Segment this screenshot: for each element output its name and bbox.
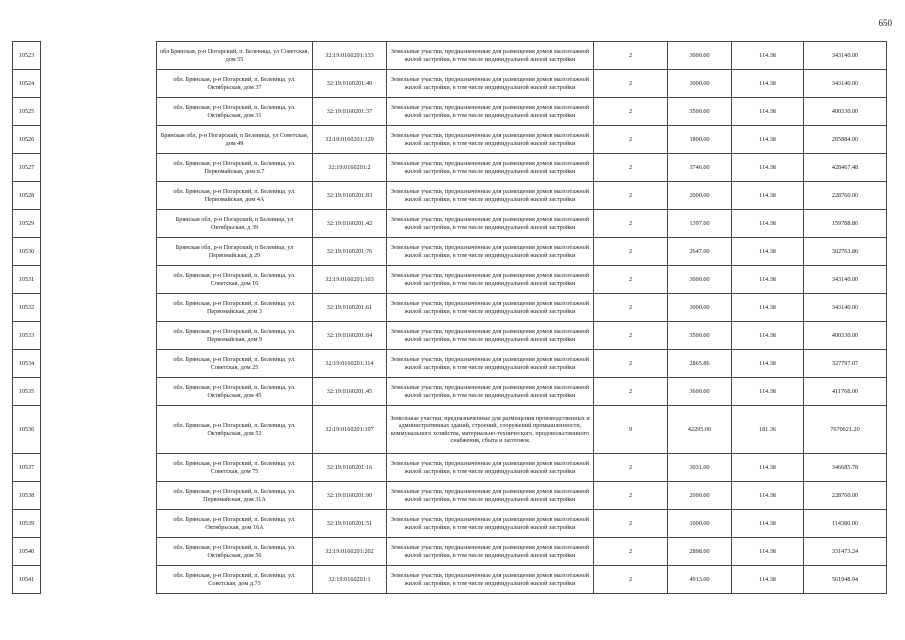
table-row [13,126,887,154]
land-use-cell: Земельные участки, предназначенные для размещения домов малоэтажной жилой застройки, в том числе индивидуальной жилой застройки [387,42,594,70]
land-use-cell: Земельные участки, предназначенные для размещения домов малоэтажной жилой застройки, в том числе индивидуальной жилой застройки [387,266,594,294]
cadastral-value-cell: 343140.00 [804,266,887,294]
table-body [13,42,887,594]
area-cell: 3500.00 [668,98,732,126]
area-cell: 2000.00 [668,182,732,210]
area-cell: 3500.00 [668,322,732,350]
table-row [13,294,887,322]
rate-cell: 114.38 [732,182,804,210]
table-row [13,42,887,70]
area-cell: 1800.00 [668,126,732,154]
table-row [13,154,887,182]
row-id: 10534 [13,350,41,378]
rate-cell: 114.38 [732,42,804,70]
rate-cell: 181.36 [732,406,804,454]
cadastral-value-cell: 302763.86 [804,238,887,266]
spacer-cell [41,210,157,238]
table-row [13,238,887,266]
spacer-cell [41,482,157,510]
land-use-cell: Земельные участки, предназначенные для размещения домов малоэтажной жилой застройки, в том числе индивидуальной жилой застройки [387,322,594,350]
group-cell: 2 [594,350,668,378]
land-use-cell: Земельные участки, предназначенные для размещения домов малоэтажной жилой застройки, в том числе индивидуальной жилой застройки [387,238,594,266]
spacer-cell [41,182,157,210]
cadastral-value-cell: 343140.00 [804,70,887,98]
address-cell: обл. Брянская, р-н Погарский, п. Белевица, ул. Первомайская, дом 3 [157,294,313,322]
rate-cell: 114.38 [732,538,804,566]
address-cell: обл. Брянская, р-н Погарский, п. Белевица, ул. Первомайская, дом 31А [157,482,313,510]
group-cell: 2 [594,126,668,154]
spacer-cell [41,238,157,266]
page-number: 650 [878,18,892,28]
spacer-cell [41,538,157,566]
rate-cell: 114.38 [732,454,804,482]
land-use-cell: Земельные участки, предназначенные для размещения домов малоэтажной жилой застройки, в том числе индивидуальной жилой застройки [387,510,594,538]
cadastral-number-cell: 32:19:0160201:103 [313,266,387,294]
cadastral-value-cell: 400330.00 [804,98,887,126]
land-use-cell: Земельные участки, предназначенные для размещения домов малоэтажной жилой застройки, в том числе индивидуальной жилой застройки [387,538,594,566]
cadastral-value-cell: 159788.86 [804,210,887,238]
address-cell: обл. Брянская, р-н Погарский, п. Белевица, ул. Советская, дом д.73 [157,566,313,594]
spacer-cell [41,566,157,594]
land-use-cell: Земельные участки, предназначенные для размещения производственных и административных зданий, строений, сооружений промышленности, коммунального хозяйства, материально-технического, продовольственного снабжения, сбыта и заготовок [387,406,594,454]
row-id: 10523 [13,42,41,70]
land-use-cell: Земельные участки, предназначенные для размещения домов малоэтажной жилой застройки, в том числе индивидуальной жилой застройки [387,294,594,322]
group-cell: 2 [594,538,668,566]
spacer-cell [41,98,157,126]
spacer-cell [41,266,157,294]
table-row [13,454,887,482]
rate-cell: 114.38 [732,482,804,510]
cadastral-value-cell: 400330.00 [804,322,887,350]
group-cell: 2 [594,210,668,238]
area-cell: 3000.00 [668,294,732,322]
cadastral-value-cell: 228760.00 [804,182,887,210]
area-cell: 4913.00 [668,566,732,594]
cadastral-number-cell: 32:19:0160201:202 [313,538,387,566]
area-cell: 3000.00 [668,266,732,294]
cadastral-number-cell: 32:19:0160201:16 [313,454,387,482]
address-cell: обл. Брянская, р-н Погарский, п. Белевица, ул. Первомайская, дом 4А [157,182,313,210]
cadastral-value-cell: 331473.24 [804,538,887,566]
group-cell: 2 [594,182,668,210]
spacer-cell [41,406,157,454]
cadastral-value-cell: 343140.00 [804,294,887,322]
land-use-cell: Земельные участки, предназначенные для размещения домов малоэтажной жилой застройки, в том числе индивидуальной жилой застройки [387,98,594,126]
spacer-cell [41,126,157,154]
cadastral-value-cell: 346685.78 [804,454,887,482]
rate-cell: 114.38 [732,154,804,182]
cadastral-number-cell: 32:19:0160201:197 [313,406,387,454]
table-row [13,98,887,126]
row-id: 10540 [13,538,41,566]
cadastral-value-cell: 343140.00 [804,42,887,70]
row-id: 10537 [13,454,41,482]
group-cell: 2 [594,238,668,266]
cadastral-number-cell: 32:19:0160201:61 [313,294,387,322]
spacer-cell [41,42,157,70]
cadastral-number-cell: 32:19:0160201:83 [313,182,387,210]
group-cell: 2 [594,154,668,182]
address-cell: обл. Брянская, р-н Погарский, п. Белевица, ул. Советская, дом 10 [157,266,313,294]
cadastral-number-cell: 32:19:0160201:45 [313,378,387,406]
group-cell: 2 [594,98,668,126]
row-id: 10529 [13,210,41,238]
row-id: 10541 [13,566,41,594]
cadastral-number-cell: 32:19:0160201:51 [313,510,387,538]
row-id: 10531 [13,266,41,294]
rate-cell: 114.38 [732,126,804,154]
rate-cell: 114.38 [732,266,804,294]
spacer-cell [41,294,157,322]
row-id: 10527 [13,154,41,182]
spacer-cell [41,70,157,98]
cadastral-number-cell: 32:19:0160201:90 [313,482,387,510]
group-cell: 2 [594,70,668,98]
cadastral-number-cell: 32:19:0160201:2 [313,154,387,182]
address-cell: обл Брянская, р-н Погарский, п. Белевица, ул Советская, дом 55 [157,42,313,70]
area-cell: 3746.00 [668,154,732,182]
cadastral-number-cell: 32:19:0160201:133 [313,42,387,70]
cadastral-value-cell: 428467.48 [804,154,887,182]
cadastral-number-cell: 32:19:0160201:84 [313,322,387,350]
group-cell: 2 [594,510,668,538]
cadastral-value-cell: 205884.00 [804,126,887,154]
area-cell: 2647.00 [668,238,732,266]
address-cell: обл. Брянская, р-н Погарский, п. Белевица, ул. Октябрьская, дом 16А [157,510,313,538]
land-use-cell: Земельные участки, предназначенные для размещения домов малоэтажной жилой застройки, в том числе индивидуальной жилой застройки [387,126,594,154]
table-row [13,378,887,406]
group-cell: 2 [594,266,668,294]
group-cell: 9 [594,406,668,454]
table-row [13,482,887,510]
rate-cell: 114.38 [732,238,804,266]
land-use-cell: Земельные участки, предназначенные для размещения домов малоэтажной жилой застройки, в том числе индивидуальной жилой застройки [387,482,594,510]
address-cell: Брянская обл, р-н Погарский, п Белевица, ул Октябрьская, д 39 [157,210,313,238]
spacer-cell [41,350,157,378]
area-cell: 1000.00 [668,510,732,538]
cadastral-number-cell: 32:19:0160201:42 [313,210,387,238]
address-cell: обл. Брянская, р-н Погарский, п. Белевица, ул. Октябрьская, дом 37 [157,70,313,98]
cadastral-value-table [12,41,887,594]
area-cell: 1397.00 [668,210,732,238]
address-cell: Брянская обл, р-н Погарский, п Белевица, ул Советская, дом 49 [157,126,313,154]
land-use-cell: Земельные участки, предназначенные для размещения домов малоэтажной жилой застройки, в том числе индивидуальной жилой застройки [387,350,594,378]
rate-cell: 114.38 [732,294,804,322]
land-use-cell: Земельные участки, предназначенные для размещения домов малоэтажной жилой застройки, в том числе индивидуальной жилой застройки [387,566,594,594]
land-use-cell: Земельные участки, предназначенные для размещения домов малоэтажной жилой застройки, в том числе индивидуальной жилой застройки [387,182,594,210]
group-cell: 2 [594,42,668,70]
land-use-cell: Земельные участки, предназначенные для размещения домов малоэтажной жилой застройки, в том числе индивидуальной жилой застройки [387,70,594,98]
spacer-cell [41,154,157,182]
spacer-cell [41,322,157,350]
area-cell: 2865.86 [668,350,732,378]
group-cell: 2 [594,378,668,406]
area-cell: 3600.00 [668,378,732,406]
area-cell: 3031.00 [668,454,732,482]
group-cell: 2 [594,294,668,322]
area-cell: 2000.00 [668,482,732,510]
cadastral-number-cell: 32:19:0160201:37 [313,98,387,126]
address-cell: обл. Брянская, р-н Погарский, п. Белевица, ул. Октябрьская, дом 45 [157,378,313,406]
cadastral-number-cell: 32:19:0160201:114 [313,350,387,378]
cadastral-number-cell: 32:19:0160201:1 [313,566,387,594]
address-cell: обл. Брянская, р-н Погарский, п. Белевица, ул. Октябрьская, дом 56 [157,538,313,566]
table-row [13,210,887,238]
spacer-cell [41,378,157,406]
cadastral-value-cell: 114380.00 [804,510,887,538]
spacer-cell [41,510,157,538]
land-use-cell: Земельные участки, предназначенные для размещения домов малоэтажной жилой застройки, в том числе индивидуальной жилой застройки [387,210,594,238]
table-row [13,322,887,350]
address-cell: Брянская обл, р-н Погарский, п Белевица, ул Первомайская, д 29 [157,238,313,266]
spacer-cell [41,454,157,482]
row-id: 10536 [13,406,41,454]
rate-cell: 114.38 [732,210,804,238]
group-cell: 2 [594,454,668,482]
row-id: 10525 [13,98,41,126]
rate-cell: 114.38 [732,566,804,594]
row-id: 10530 [13,238,41,266]
land-use-cell: Земельные участки, предназначенные для размещения домов малоэтажной жилой застройки, в том числе индивидуальной жилой застройки [387,454,594,482]
cadastral-number-cell: 32:19:0160201:129 [313,126,387,154]
rate-cell: 114.38 [732,98,804,126]
row-id: 10528 [13,182,41,210]
area-cell: 2898.00 [668,538,732,566]
table-row [13,510,887,538]
table-row [13,538,887,566]
land-use-cell: Земельные участки, предназначенные для размещения домов малоэтажной жилой застройки, в том числе индивидуальной жилой застройки [387,154,594,182]
row-id: 10533 [13,322,41,350]
cadastral-number-cell: 32:19:0160201:76 [313,238,387,266]
address-cell: обл. Брянская, р-н Погарский, п. Белевица, ул. Октябрьская, дом 31 [157,98,313,126]
address-cell: обл. Брянская, р-н Погарский, п. Белевица, ул. Октябрьская, дом 53 [157,406,313,454]
cadastral-value-cell: 327797.07 [804,350,887,378]
area-cell: 3000.00 [668,42,732,70]
address-cell: обл. Брянская, р-н Погарский, п. Белевица, ул. Первомайская, дом 9 [157,322,313,350]
row-id: 10539 [13,510,41,538]
row-id: 10524 [13,70,41,98]
table-row [13,70,887,98]
cadastral-value-cell: 411768.00 [804,378,887,406]
address-cell: обл. Брянская, р-н Погарский, п. Белевица, ул. Первомайская, дом п.7 [157,154,313,182]
group-cell: 2 [594,482,668,510]
rate-cell: 114.38 [732,378,804,406]
cadastral-value-cell: 7670621.20 [804,406,887,454]
area-cell: 42295.00 [668,406,732,454]
row-id: 10535 [13,378,41,406]
area-cell: 3000.00 [668,70,732,98]
rate-cell: 114.38 [732,322,804,350]
address-cell: обл. Брянская, р-н Погарский, п. Белевица, ул. Советская, дом 75 [157,454,313,482]
table-row [13,266,887,294]
rate-cell: 114.38 [732,510,804,538]
table-row [13,566,887,594]
group-cell: 2 [594,322,668,350]
rate-cell: 114.38 [732,350,804,378]
row-id: 10526 [13,126,41,154]
table-row [13,350,887,378]
cadastral-number-cell: 32:19:0160201:40 [313,70,387,98]
group-cell: 2 [594,566,668,594]
table-row [13,406,887,454]
cadastral-value-cell: 228760.00 [804,482,887,510]
cadastral-value-cell: 561948.94 [804,566,887,594]
row-id: 10538 [13,482,41,510]
row-id: 10532 [13,294,41,322]
land-use-cell: Земельные участки, предназначенные для размещения домов малоэтажной жилой застройки, в том числе индивидуальной жилой застройки [387,378,594,406]
rate-cell: 114.38 [732,70,804,98]
table-row [13,182,887,210]
address-cell: обл. Брянская, р-н Погарский, п. Белевица, ул. Советская, дом 25 [157,350,313,378]
